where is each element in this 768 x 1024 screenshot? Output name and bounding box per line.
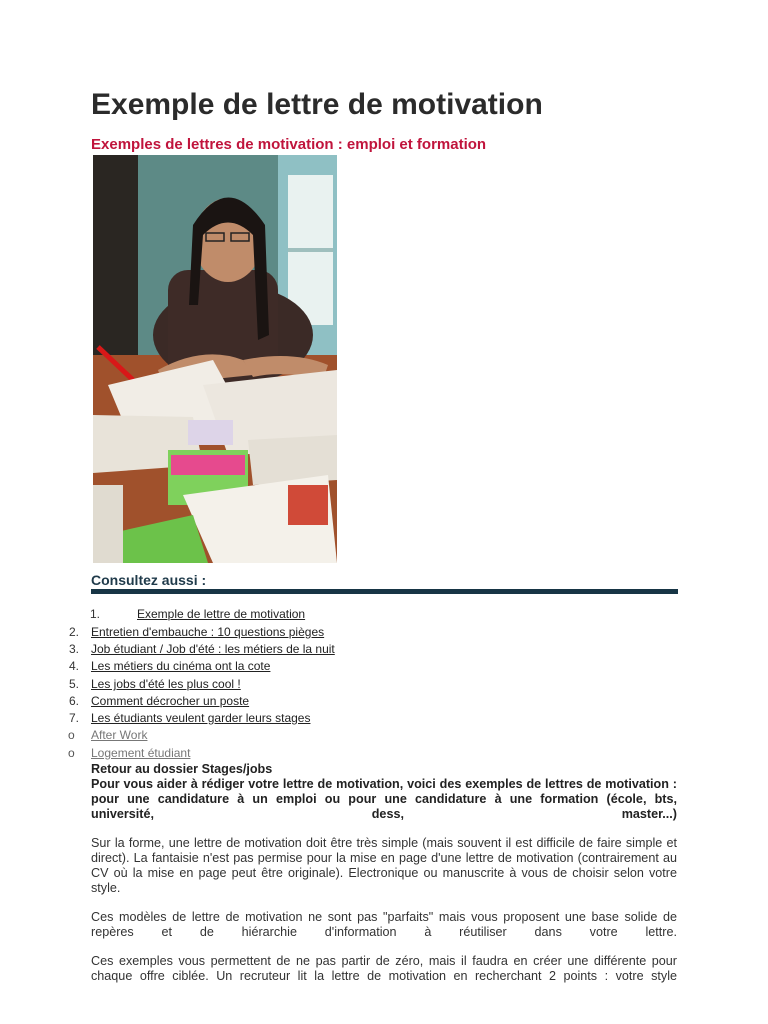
body-paragraph: Ces exemples vous permettent de ne pas partir de zéro, mais il faudra en créer une différente pour chaque offre ciblée. Un recruteur lit la lettre de motivation en recherchant 2 points : votre style	[91, 954, 677, 983]
list-bullet: o	[68, 746, 75, 760]
back-to-folder-text: Retour au dossier Stages/jobs	[91, 762, 273, 776]
student-writing-photo	[93, 155, 337, 563]
list-number: 4.	[68, 659, 79, 673]
link-decrocher-poste[interactable]: Comment décrocher un poste	[91, 694, 250, 708]
link-metiers-cinema[interactable]: Les métiers du cinéma ont la cote	[91, 659, 271, 673]
consult-heading: Consultez aussi :	[91, 572, 207, 588]
list-number: 1.	[89, 607, 100, 621]
list-number: 2.	[68, 625, 79, 639]
photo-illustration	[93, 155, 337, 563]
body-paragraph: Sur la forme, une lettre de motivation doit être très simple (mais souvent il est difficile de faire simple et direct). La fantaisie n'est pas permise pour la mise en page d'une lettre de motivation (contrairement au CV où la mise en page peut être originale). Electronique ou manuscrite à vous de choisir selon votre style.	[91, 836, 677, 895]
link-jobs-ete[interactable]: Les jobs d'été les plus cool !	[91, 677, 241, 691]
article-body	[91, 762, 677, 984]
page-title: Exemple de lettre de motivation	[91, 88, 543, 121]
list-number: 3.	[68, 642, 79, 656]
list-number: 7.	[68, 711, 79, 725]
list-bullet: o	[68, 728, 75, 742]
page-subtitle: Exemples de lettres de motivation : emploi et formation	[91, 136, 487, 153]
body-paragraph: Ces modèles de lettre de motivation ne sont pas "parfaits" mais vous proposent une base solide de repères et de hiérarchie d'information à réutiliser dans votre lettre.	[91, 910, 677, 939]
link-exemple-lettre[interactable]: Exemple de lettre de motivation	[137, 607, 306, 621]
section-divider	[91, 589, 678, 594]
list-number: 5.	[68, 677, 79, 691]
link-etudiants-stages[interactable]: Les étudiants veulent garder leurs stages	[91, 711, 311, 725]
lead-paragraph: Pour vous aider à rédiger votre lettre de motivation, voici des exemples de lettres de motivation : pour une candidature à un emploi ou pour une candidature à une formation (école, bts, université, dess, master...)	[91, 777, 677, 821]
link-entretien-embauche[interactable]: Entretien d'embauche : 10 questions pièges	[91, 625, 325, 639]
link-job-etudiant[interactable]: Job étudiant / Job d'été : les métiers de la nuit	[91, 642, 335, 656]
link-after-work[interactable]: After Work	[91, 728, 148, 742]
link-logement-etudiant[interactable]: Logement étudiant	[91, 746, 191, 760]
list-number: 6.	[68, 694, 79, 708]
